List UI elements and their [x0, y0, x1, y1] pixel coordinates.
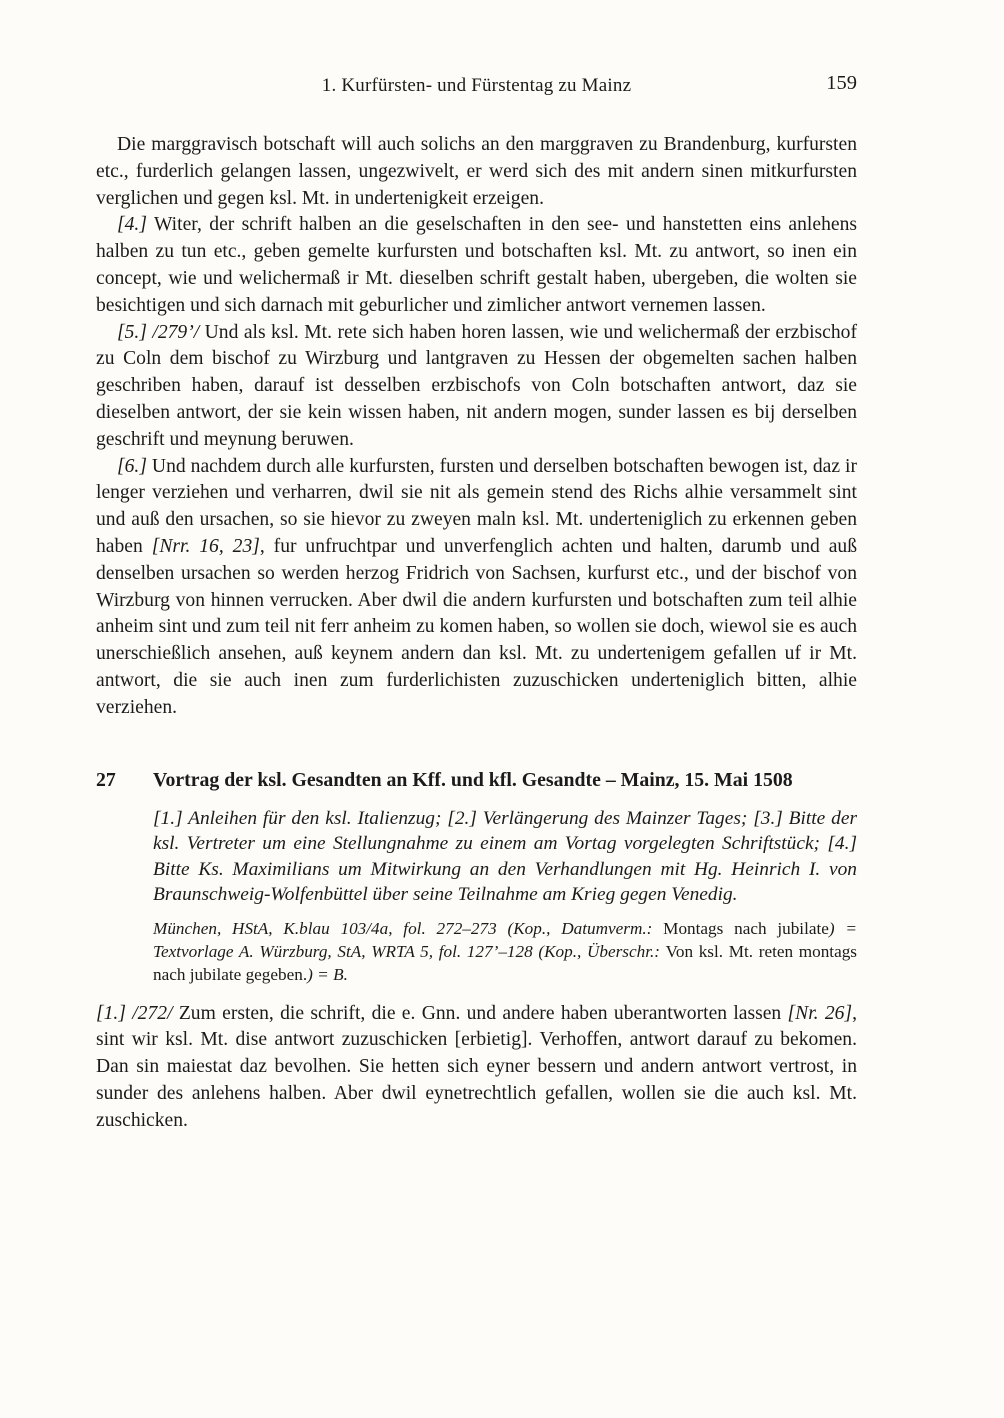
text-run: [1.] Anleihen für den ksl. Italienzug; [2.] Verlängerung des Mainzer Tages; [3.] Bitte der ksl. Vertreter um eine Stellungnahme zu einem am Vortag vorgelegten Schriftstück; [4.] Bitte Ks. Maximilians um Mitwirkung an den Verhandlungen mit Hg. Heinrich I. von Braunschweig-Wolfenbüttel über seine Teilnahme am Krieg gegen Venedig.	[153, 807, 857, 906]
text-run: Und nachdem durch alle kurfursten, fursten und derselben botschaften bewogen ist, daz ir lenger verziehen und verharren, dwil sie nit als gemein stend des Richs alhie versammelt sint und auß den ursachen, so sie hievor zu zweyen maln ksl. Mt. underteniglich zu erkennen geben haben	[96, 455, 857, 557]
text-run: [4.]	[117, 214, 147, 236]
entry-title: Vortrag der ksl. Gesandten an Kff. und kfl. Gesandte – Mainz, 15. Mai 1508	[153, 768, 793, 791]
running-title: 1. Kurfürsten- und Fürstentag zu Mainz	[321, 75, 632, 96]
text-run: Und als ksl. Mt. rete sich haben horen lassen, wie und welichermaß der erzbischof zu Coln dem bischof zu Wirzburg und lantgraven zu Hessen der obgemelten sachen halben geschriben haben, darauf ist desselben erzbischofs von Coln botschaften antwort, daz sie dieselben antwort, der sie kein wissen haben, nit andern mogen, sunder lassen es bij derselben geschrift und meynung beruwen.	[96, 321, 858, 450]
text-run: ) = B.	[307, 965, 348, 985]
text-run: München, HStA, K.blau 103/4a, fol. 272–273 (Kop., Datumverm.:	[153, 918, 664, 938]
text-run: [1.] /272/	[96, 1002, 173, 1024]
text-run: [Nr. 26]	[787, 1002, 853, 1024]
entry-body-paragraph	[96, 1001, 857, 1135]
text-run: ) = Textvorlage A. Würzburg, StA, WRTA 5, fol. 127’–128 (Kop., Überschr.:	[153, 918, 857, 962]
text-run: , sint wir ksl. Mt. dise antwort zuzuschicken [erbietig]. Verhoffen, antwort darauf zu bekomen. Dan sin maiestat daz bevolhen. Sie hetten sich eyner bessern und andern antwort vertrost, in sunder des anlehens halben. Aber dwil eynetrechtlich gefallen, wollen sie die auch ksl. Mt. zuschicken.	[96, 1002, 857, 1131]
text-run: , fur unfruchtpar und unverfenglich achten und halten, darumb und auß denselben ursachen so werden herzog Fridrich von Sachsen, kurfurst etc., und der bischof von Wirzburg von hinnen verrucken. Aber dwil die andern kurfursten und botschaften zum teil alhie anheim sint und zum teil nit ferr anheim zu komen haben, so wollen sie doch, wiewol sie es auch unerschießlich ansehen, auß keynem andern dan ksl. Mt. zu undertenigem gefallen uf ir Mt. antwort, die sie auch inen zum furderlichisten zuzuschicken underteniglich bitten, alhie verziehen.	[96, 535, 858, 718]
text-run: Von ksl. Mt. reten montags nach jubilate gegeben.	[153, 942, 857, 985]
page-header	[96, 72, 857, 99]
paragraph-section-5	[96, 320, 857, 454]
text-run: Witer, der schrift halben an die geselschaften in den see- und hanstetten eins anlehens halben zu tun etc., geben gemelte kurfursten und botschaften ksl. Mt. zu antwort, so inen ein concept, wie und welichermaß ir Mt. dieselben schrift gestalt haben, ubergeben, die wolten sie besichtigen und sich darnach mit geburlicher und zimlicher antwort vernemen lassen.	[96, 214, 857, 316]
text-block	[96, 132, 857, 1135]
page-number: 159	[826, 72, 857, 94]
text-run: [5.] /279’/	[117, 321, 200, 343]
text-run: [Nrr. 16, 23]	[151, 535, 260, 557]
paragraph-section-6	[96, 454, 857, 722]
entry-number: 27	[96, 768, 116, 791]
paragraph-section-4	[96, 212, 857, 319]
entry-27	[96, 767, 857, 987]
text-run: Die marggravisch botschaft will auch solichs an den marggraven zu Brandenburg, kurfursten etc., furderlich gelangen lassen, ungezwivelt, er werd sich des mit andern sinen mitkurfursten verglichen und gegen ksl. Mt. in undertenigkeit erzeigen.	[96, 134, 857, 209]
text-run: Zum ersten, die schrift, die e. Gnn. und andere haben uberantworten lassen	[172, 1002, 788, 1024]
entry-heading	[96, 767, 857, 794]
entry-source-note	[153, 917, 857, 987]
text-run: Montags nach jubilate	[663, 918, 829, 938]
entry-summary	[153, 806, 857, 908]
paragraph-continuation	[96, 132, 857, 212]
text-run: [6.]	[117, 455, 147, 477]
